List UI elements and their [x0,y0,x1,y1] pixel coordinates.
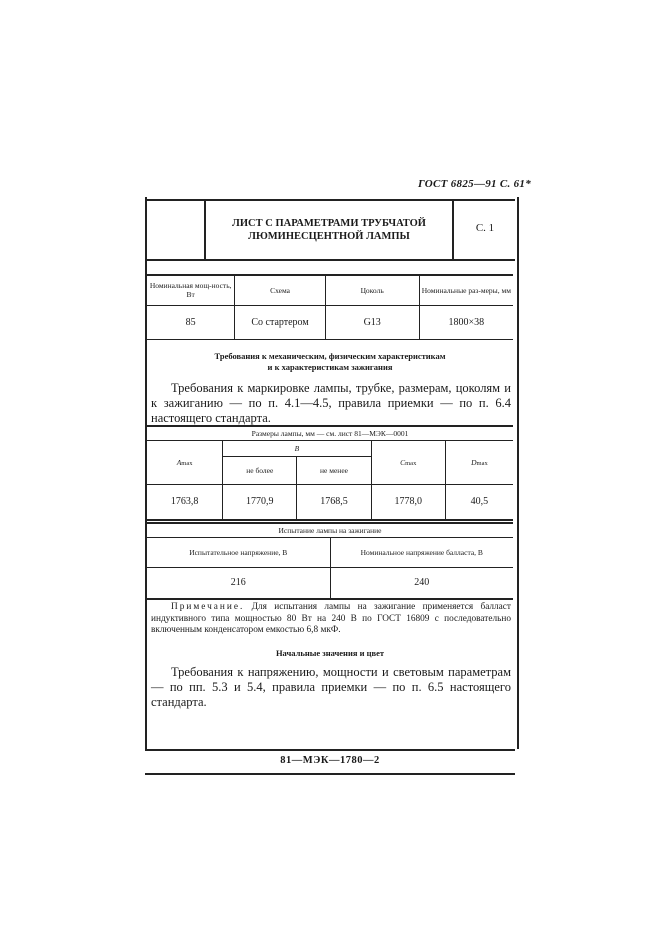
header-ballast-voltage: Номинальное напряжение балласта, В [330,537,513,567]
footer-code: 81—МЭК—1780—2 [280,755,380,766]
header-c-max: Cmax [371,440,445,484]
paragraph-marking-requirements: Требования к маркировке лампы, трубке, размерам, цоколям и к зажиганию — по п. 4.1—4.5, правила приемки — по п. 6.4 настоящего стандарта. [151,381,511,425]
page-header-ref: ГОСТ 6825—91 С. 61* [418,178,532,190]
lamp-parameters-table [147,274,513,340]
cell-c-max: 1778,0 [371,484,445,520]
cell-power: 85 [147,305,235,339]
title-divider-left [204,201,206,259]
header-a-max: Amax [147,440,223,484]
title-divider-right [452,201,454,259]
cell-b-max: 1770,9 [223,484,297,520]
title-block [145,199,515,261]
lamp-dimensions-table [147,425,513,521]
header-dimensions: Номинальные раз-меры, мм [419,275,513,305]
dimensions-caption: Размеры лампы, мм — см. лист 81—МЭК—0001 [147,426,513,440]
footer-block [145,749,515,775]
cell-ballast-voltage: 240 [330,567,513,599]
document-title: ЛИСТ С ПАРАМЕТРАМИ ТРУБЧАТОЙ ЛЮМИНЕСЦЕНТНОЙ ЛАМПЫ [232,218,426,242]
cell-a-max: 1763,8 [147,484,223,520]
header-base: Цоколь [325,275,419,305]
ignition-caption: Испытание лампы на зажигание [147,523,513,537]
header-test-voltage: Испытательное напряжение, В [147,537,330,567]
ignition-test-table [147,522,513,600]
paragraph-electrical-requirements: Требования к напряжению, мощности и световым параметрам — по пп. 5.3 и 5.4, правила приемки — по п. 6.5 настоящего стандарта. [151,665,511,709]
note-label: Примечание. [171,602,245,612]
note-paragraph [151,602,511,637]
header-d-max: Dmax [445,440,513,484]
section-heading-requirements: Требования к механическим, физическим характеристикам и к характеристикам зажигания [214,351,446,372]
note-text: Для испытания лампы на зажигание применяется балласт индуктивного типа мощностью 80 Вт на 240 В по ГОСТ 16809 с последовательно включенным конденсатором емкостью 6,8 мкФ. [151,602,511,635]
cell-dimensions: 1800×38 [419,305,513,339]
header-scheme: Схема [235,275,325,305]
sheet-number: С. 1 [475,222,495,234]
cell-b-min: 1768,5 [297,484,371,520]
cell-base: G13 [325,305,419,339]
cell-test-voltage: 216 [147,567,330,599]
header-power: Номинальная мощ-ность, Вт [147,275,235,305]
section-heading-initial-values: Начальные значения и цвет [275,648,385,658]
cell-d-max: 40,5 [445,484,513,520]
header-b: B [223,440,371,456]
cell-scheme: Со стартером [235,305,325,339]
header-b-max: не более [223,456,297,484]
header-b-min: не менее [297,456,371,484]
